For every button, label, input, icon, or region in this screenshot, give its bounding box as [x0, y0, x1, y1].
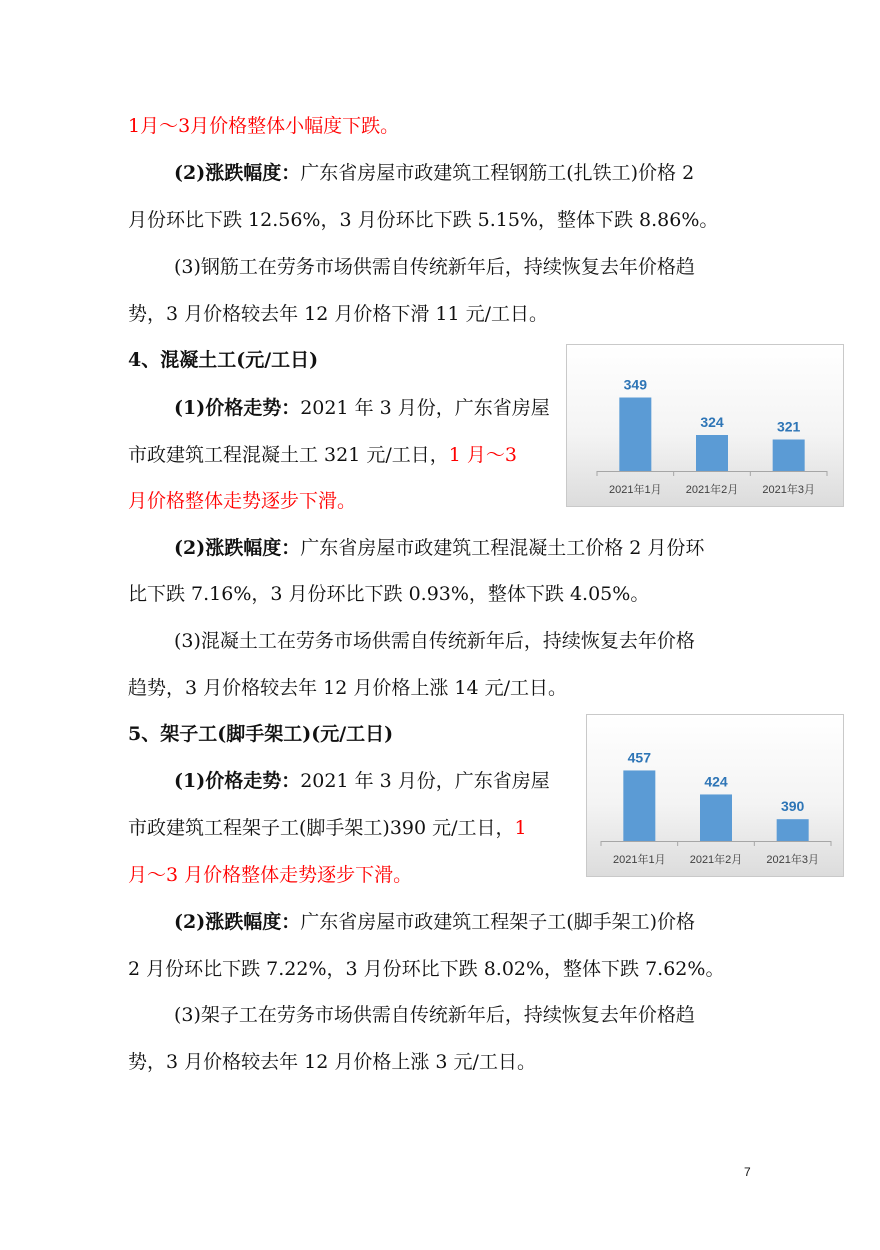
rebar-note-line-1: (3)钢筋工在劳务市场供需自传统新年后，持续恢复去年价格趋	[174, 256, 695, 278]
concrete-data-label-3: 321	[776, 418, 801, 435]
concrete-trend-red-2: 1 月～3	[448, 444, 517, 466]
scaffold-data-label-3: 390	[780, 798, 805, 815]
concrete-bar-2	[696, 435, 728, 471]
concrete-note-line-2: 趋势，3 月价格较去年 12 月价格上涨 14 元/工日。	[128, 677, 568, 699]
scaffold-note-line-1: (3)架子工在劳务市场供需自传统新年后，持续恢复去年价格趋	[174, 1004, 695, 1026]
scaffold-change-text-1: 广东省房屋市政建筑工程架子工(脚手架工)价格	[300, 911, 696, 933]
concrete-data-label-1: 349	[623, 376, 648, 393]
scaffold-note-line-2: 势，3 月价格较去年 12 月价格上涨 3 元/工日。	[128, 1051, 536, 1073]
scaffold-category-label-1: 2021年1月	[613, 854, 666, 866]
intro-tail-text: 1月～3月价格整体小幅度下跌。	[128, 115, 400, 137]
concrete-chart-svg	[567, 345, 845, 508]
concrete-trend-text-2: 市政建筑工程混凝土工 321 元/工日，	[128, 444, 449, 466]
scaffold-trend-line-1	[174, 769, 550, 793]
scaffold-trend-text-1: 2021 年 3 月份，广东省房屋	[300, 770, 550, 792]
concrete-bar-3	[773, 440, 805, 472]
scaffold-category-label-3: 2021年3月	[766, 854, 819, 866]
page-number: 7	[744, 1165, 751, 1179]
scaffold-change-label: (2)涨跌幅度：	[174, 911, 301, 933]
scaffold-heading: 5、架子工(脚手架工)(元/工日)	[128, 723, 394, 745]
concrete-change-label: (2)涨跌幅度：	[174, 537, 301, 559]
rebar-change-label: (2)涨跌幅度：	[174, 162, 301, 184]
rebar-change-line-1	[174, 161, 694, 185]
scaffold-chart-svg	[587, 715, 845, 878]
scaffold-bar-3	[777, 819, 809, 841]
scaffold-trend-text-2: 市政建筑工程架子工(脚手架工)390 元/工日，	[128, 817, 515, 839]
scaffold-change-line-2: 2 月份环比下跌 7.22%，3 月份环比下跌 8.02%，整体下跌 7.62%。	[128, 958, 725, 980]
concrete-trend-text-1: 2021 年 3 月份，广东省房屋	[300, 397, 550, 419]
rebar-note-line-2: 势，3 月价格较去年 12 月价格下滑 11 元/工日。	[128, 303, 549, 325]
concrete-data-label-2: 324	[700, 414, 724, 430]
scaffold-data-label-1: 457	[627, 749, 652, 766]
scaffold-bar-2	[700, 794, 732, 841]
concrete-bar-1	[619, 398, 651, 472]
scaffold-data-label-2: 424	[704, 773, 728, 790]
concrete-category-label-3: 2021年3月	[762, 484, 815, 496]
rebar-change-line-2: 月份环比下跌 12.56%，3 月份环比下跌 5.15%，整体下跌 8.86%。	[128, 209, 719, 231]
scaffold-change-line-1	[174, 910, 695, 934]
scaffold-price-chart	[586, 714, 844, 877]
concrete-trend-label: (1)价格走势：	[174, 397, 301, 419]
scaffold-category-label-2: 2021年2月	[689, 854, 743, 866]
concrete-heading: 4、混凝土工(元/工日)	[128, 349, 319, 371]
scaffold-bar-1	[623, 770, 655, 841]
rebar-change-text-1: 广东省房屋市政建筑工程钢筋工(扎铁工)价格 2	[300, 162, 695, 184]
concrete-category-label-1: 2021年1月	[609, 484, 662, 496]
concrete-category-label-2: 2021年2月	[685, 484, 739, 496]
scaffold-trend-red-2: 1	[514, 817, 527, 839]
concrete-trend-line-2	[128, 443, 517, 467]
concrete-change-text-1: 广东省房屋市政建筑工程混凝土工价格 2 月份环	[300, 537, 705, 559]
concrete-change-line-2: 比下跌 7.16%，3 月份环比下跌 0.93%，整体下跌 4.05%。	[128, 583, 650, 605]
scaffold-trend-line-3: 月～3 月价格整体走势逐步下滑。	[128, 864, 413, 886]
scaffold-trend-line-2	[128, 816, 527, 840]
concrete-change-line-1	[174, 536, 704, 560]
concrete-note-line-1: (3)混凝土工在劳务市场供需自传统新年后，持续恢复去年价格	[174, 630, 695, 652]
concrete-trend-line-1	[174, 396, 550, 420]
concrete-trend-line-3: 月价格整体走势逐步下滑。	[128, 490, 357, 512]
scaffold-trend-label: (1)价格走势：	[174, 770, 301, 792]
concrete-price-chart	[566, 344, 844, 507]
